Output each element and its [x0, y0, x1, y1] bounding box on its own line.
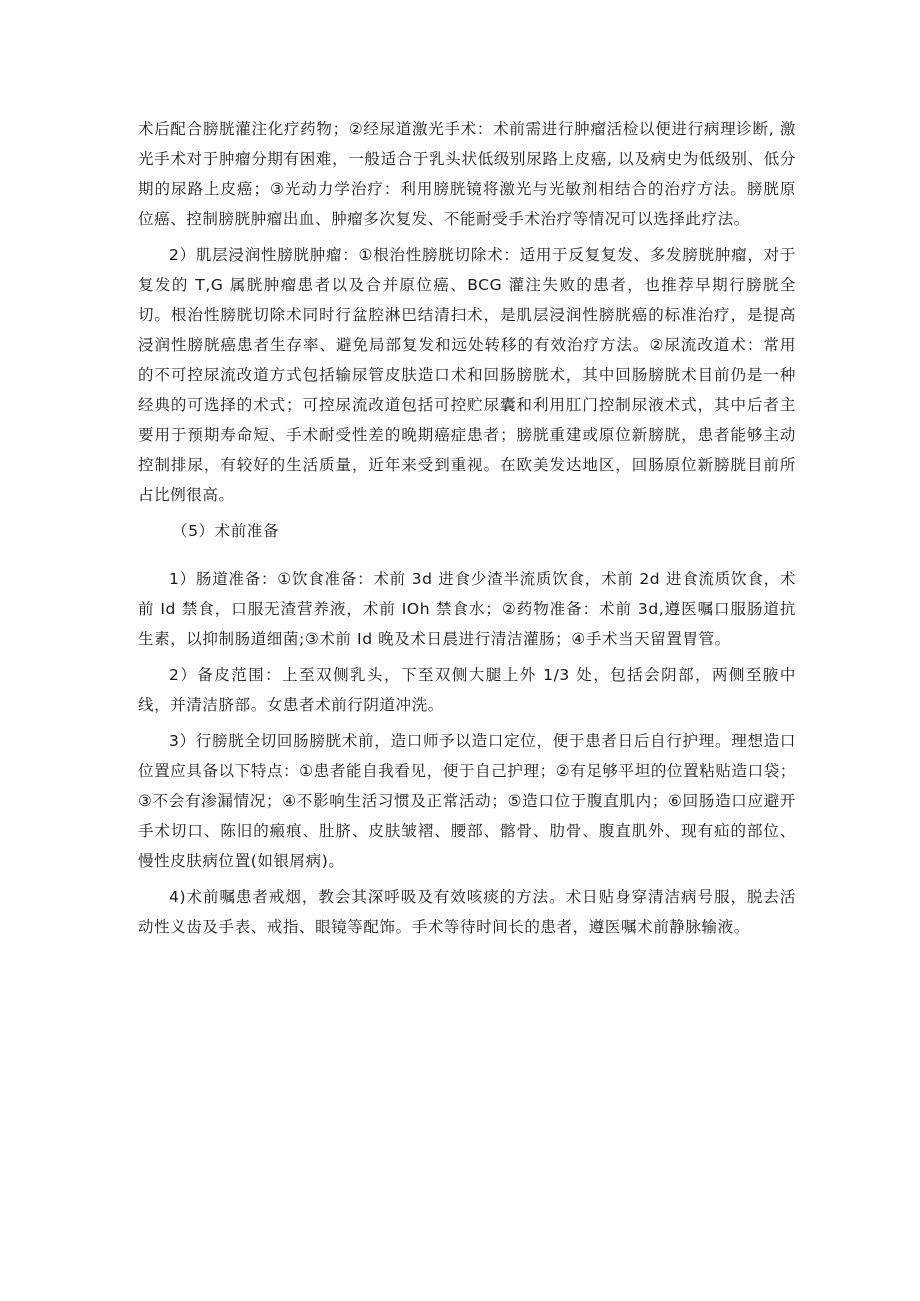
paragraph-treatment-continued: 术后配合膀胱灌注化疗药物；②经尿道激光手术：术前需进行肿瘤活检以便进行病理诊断, 激光手术对于肿瘤分期有困难，一般适合于乳头状低级别尿路上皮癌, 以及病史为低级别、低分期的尿路上皮癌；③光动力学治疗：利用膀胱镜将激光与光敏剂相结合的治疗方法。膀胱原位癌、控制膀胱肿瘤出血、肿瘤多次复发、不能耐受手术治疗等情况可以选择此疗法。 [138, 120, 796, 228]
paragraph-bowel-prep: 1）肠道准备：①饮食准备：术前 3d 进食少渣半流质饮食，术前 2d 进食流质饮食，术前 Id 禁食，口服无渣营养液，术前 IOh 禁食水；②药物准备：术前 3d,遵医嘱口服肠道抗生素，以抑制肠道细菌;③术前 Id 晚及术日晨进行清洁灌肠；④手术当天留置胃管。 [138, 570, 796, 648]
paragraph-stoma-site: 3）行膀胱全切回肠膀胱术前，造口师予以造口定位，便于患者日后自行护理。理想造口位置应具备以下特点：①患者能自我看见，便于自己护理；②有足够平坦的位置粘贴造口袋；③不会有渗漏情况；④不影响生活习惯及正常活动；⑤造口位于腹直肌内；⑥回肠造口应避开手术切口、陈旧的瘢痕、肚脐、皮肤皱褶、腰部、髂骨、肋骨、腹直肌外、现有疝的部位、慢性皮肤病位置(如银屑病)。 [138, 732, 796, 870]
paragraph-preop-instructions: 4)术前嘱患者戒烟，教会其深呼吸及有效咳痰的方法。术日贴身穿清洁病号服，脱去活动性义齿及手表、戒指、眼镜等配饰。手术等待时间长的患者，遵医嘱术前静脉输液。 [138, 888, 796, 936]
paragraph-muscle-invasive: 2）肌层浸润性膀胱肿瘤：①根治性膀胱切除术：适用于反复复发、多发膀胱肿瘤，对于复发的 T,G 属胱肿瘤患者以及合并原位癌、BCG 灌注失败的患者，也推荐早期行膀胱全切。根治性膀胱切除术同时行盆腔淋巴结清扫术，是肌层浸润性膀胱癌的标准治疗，是提高浸润性膀胱癌患者生存率、避免局部复发和远处转移的有效治疗方法。②尿流改道术：常用的不可控尿流改道方式包括输尿管皮肤造口术和回肠膀胱术，其中回肠膀胱术目前仍是一种经典的可选择的术式；可控尿流改道包括可控贮尿囊和利用肛门控制尿液术式，其中后者主要用于预期寿命短、手术耐受性差的晚期癌症患者；膀胱重建或原位新膀胱，患者能够主动控制排尿，有较好的生活质量，近年来受到重视。在欧美发达地区，回肠原位新膀胱目前所占比例很高。 [138, 246, 796, 504]
section-heading-preop: （5）术前准备 [172, 522, 280, 540]
document-body [138, 114, 796, 948]
paragraph-skin-prep: 2）备皮范围：上至双侧乳头，下至双侧大腿上外 1/3 处，包括会阴部，两侧至腋中线，并清洁脐部。女患者术前行阴道冲洗。 [138, 666, 796, 714]
